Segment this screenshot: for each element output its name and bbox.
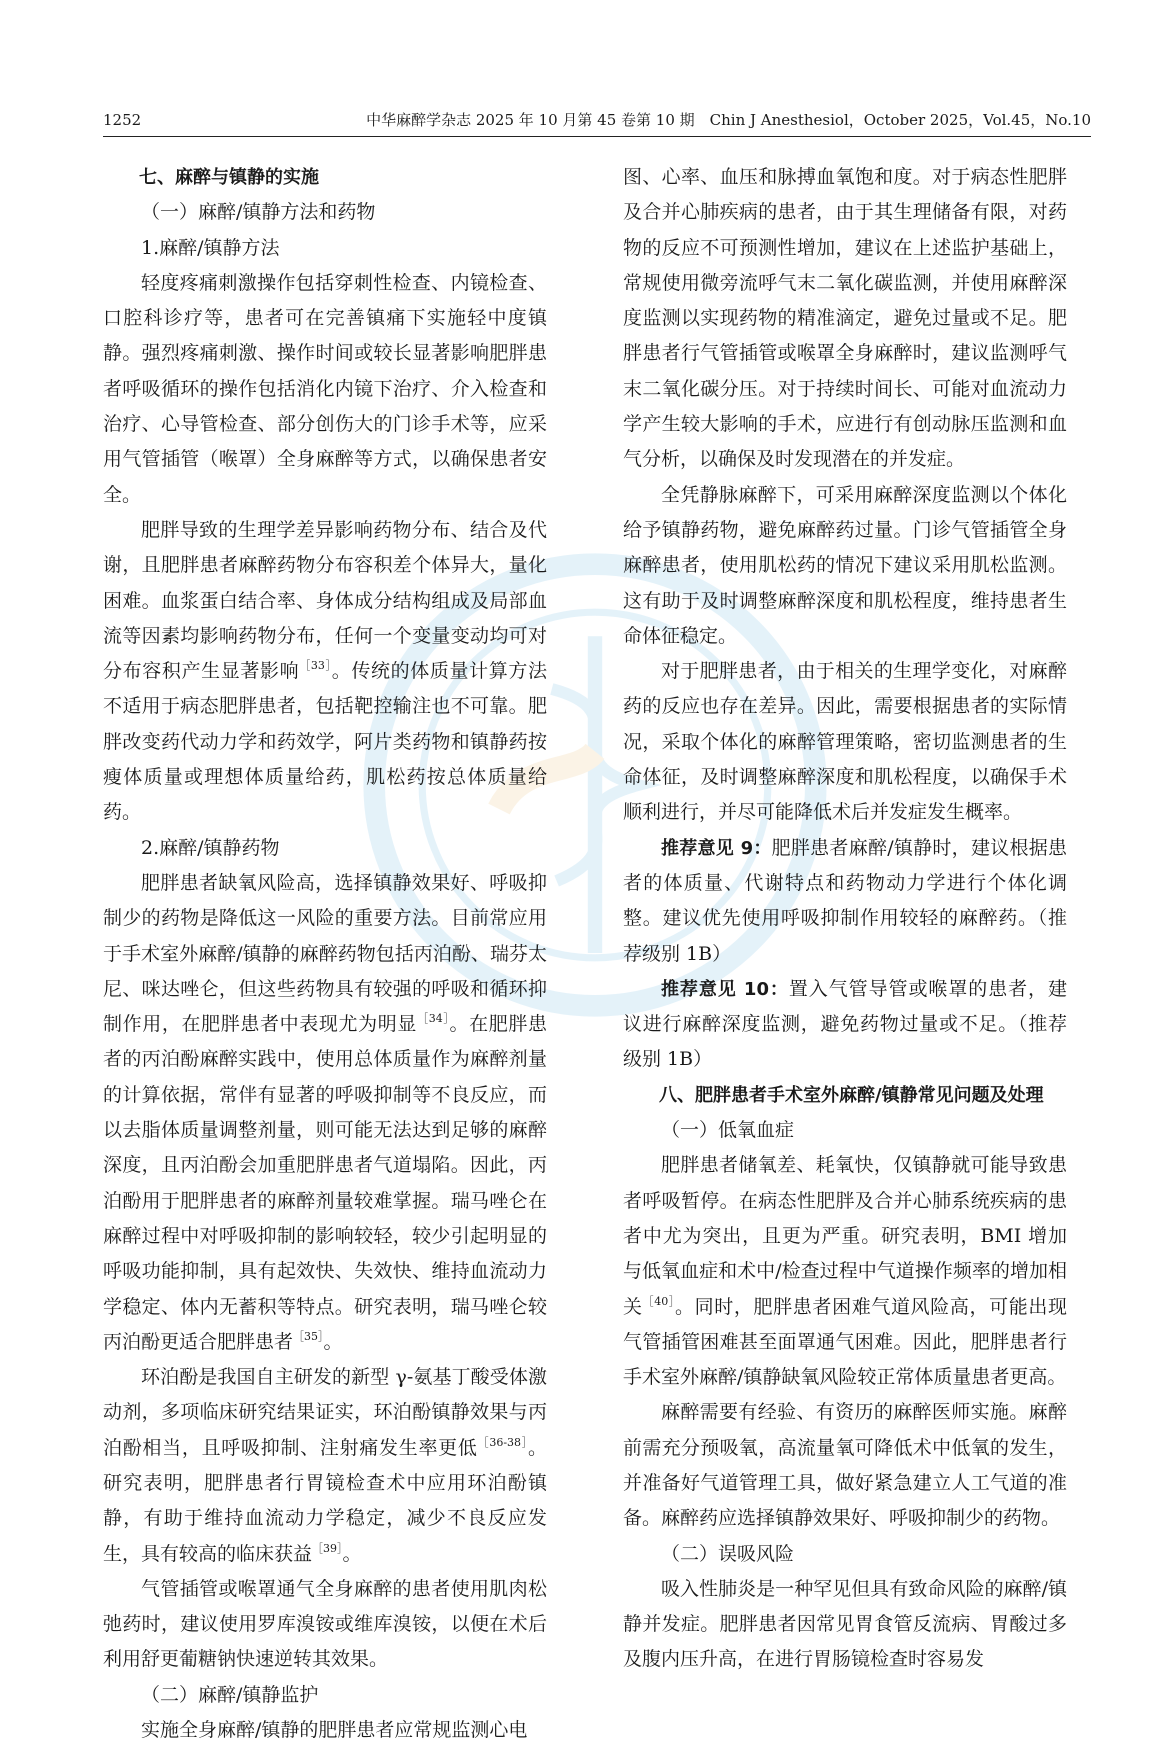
subsection-7-2-title: （二）麻醉/镇静监护 [141,1683,319,1706]
paragraph: 肥胖导致的生理学差异影响药物分布、结合及代谢，且肥胖患者麻醉药物分布容积差个体异大，量化困难。血浆蛋白结合率、身体成分结构组成及局部血流等因素均影响药物分布，任何一个变量变动均可对分布容积产生显著影响$^{[33]}$。传统的体质量计算方法不适用于病态肥胖患者，包括靶控输注也不可靠。肥胖改变药代动力学和药效学，阿片类药物和镇静药按瘦体质量或理想体质量给药，肌松药按总体质量给药。 [103,518,547,824]
recommendation-label: 推荐意见 9： [661,837,772,859]
citation-ref: ［35］ [293,1329,324,1343]
citation-ref: ［36-38］ [477,1435,528,1449]
citation-ref: ［34］ [417,1012,450,1026]
paragraph: 肥胖患者缺氧风险高，选择镇静效果好、呼吸抑制少的药物是降低这一风险的重要方法。目前常应用于手术室外麻醉/镇静的麻醉药物包括丙泊酚、瑞芬太尼、咪达唑仑，但这些药物具有较强的呼吸和循环抑制作用，在肥胖患者中表现尤为明显$^{[34]}$。在肥胖患者的丙泊酚麻醉实践中，使用总体质量作为麻醉剂量的计算依据，常伴有显著的呼吸抑制等不良反应，而以去脂体质量调整剂量，则可能无法达到足够的麻醉深度，且丙泊酚会加重肥胖患者气道塌陷。因此，丙泊酚用于肥胖患者的麻醉剂量较难掌握。瑞马唑仑在麻醉过程中对呼吸抑制的影响较轻，较少引起明显的呼吸功能抑制，具有起效快、失效快、维持血流动力学稳定、体内无蓄积等特点。研究表明，瑞马唑仑较丙泊酚更适合肥胖患者$^{[35]}$。 [103,871,547,1353]
section-7-title: 七、麻醉与镇静的实施 [139,167,319,188]
recommendation-label: 推荐意见 10： [661,978,789,1000]
subsubsection-7-1-2-title: 2.麻醉/镇静药物 [141,836,280,859]
citation-ref: ［40］ [642,1294,676,1308]
left-column [103,160,547,1748]
citation-ref: ［33］ [299,659,332,673]
paragraph-continued: 图、心率、血压和脉搏血氧饱和度。对于病态性肥胖及合并心肺疾病的患者，由于其生理储备有限，对药物的反应不可预测性增加，建议在上述监护基础上，常规使用微旁流呼气末二氧化碳监测，并使用麻醉深度监测以实现药物的精准滴定，避免过量或不足。肥胖患者行气管插管或喉罩全身麻醉时，建议监测呼气末二氧化碳分压。对于持续时间长、可能对血流动力学产生较大影响的手术，应进行有创动脉压监测和血气分析，以确保及时发现潜在的并发症。 [623,166,1067,471]
subsection-7-1-title: （一）麻醉/镇静方法和药物 [141,201,376,224]
paragraph: 吸入性肺炎是一种罕见但具有致命风险的麻醉/镇静并发症。肥胖患者因常见胃食管反流病、胃酸过多及腹内压升高，在进行胃肠镜检查时容易发 [623,1577,1067,1671]
section-8-title: 八、肥胖患者手术室外麻醉/镇静常见问题及处理 [659,1084,1044,1106]
paragraph: 环泊酚是我国自主研发的新型 γ-氨基丁酸受体激动剂，多项临床研究结果证实，环泊酚镇静效果与丙泊酚相当，且呼吸抑制、注射痛发生率更低$^{[36-38]}$。研究表明，肥胖患者行胃镜检查术中应用环泊酚镇静，有助于维持血流动力学稳定，减少不良反应发生，具有较高的临床获益$^{[39]}$。 [103,1366,547,1565]
paragraph: 全凭静脉麻醉下，可采用麻醉深度监测以个体化给予镇静药物，避免麻醉药过量。门诊气管插管全身麻醉患者，使用肌松药的情况下建议采用肌松监测。这有助于及时调整麻醉深度和肌松程度，维持患者生命体征稳定。 [623,483,1067,647]
journal-citation: 中华麻醉学杂志 2025 年 10 月第 45 卷第 10 期 Chin J Anesthesiol，October 2025，Vol.45，No.10 [366,111,1091,129]
recommendation-10: 推荐意见 10：置入气管导管或喉罩的患者，建议进行麻醉深度监测，避免药物过量或不足。（推荐级别 1B） [623,977,1067,1071]
paragraph: 实施全身麻醉/镇静的肥胖患者应常规监测心电 [141,1719,528,1742]
subsection-8-1-title: （一）低氧血症 [661,1119,795,1142]
page-number: 1252 [103,111,142,129]
paragraph: 轻度疼痛刺激操作包括穿刺性检查、内镜检查、口腔科诊疗等，患者可在完善镇痛下实施轻中度镇静。强烈疼痛刺激、操作时间或较长显著影响肥胖患者呼吸循环的操作包括消化内镜下治疗、介入检查和治疗、心导管检查、部分创伤大的门诊手术等，应采用气管插管（喉罩）全身麻醉等方式，以确保患者安全。 [103,271,547,506]
subsubsection-7-1-1-title: 1.麻醉/镇静方法 [141,236,280,259]
running-header [103,110,1091,137]
paragraph: 气管插管或喉罩通气全身麻醉的患者使用肌肉松弛药时，建议使用罗库溴铵或维库溴铵，以便在术后利用舒更葡糖钠快速逆转其效果。 [103,1577,547,1671]
paragraph: 肥胖患者储氧差、耗氧快，仅镇静就可能导致患者呼吸暂停。在病态性肥胖及合并心肺系统疾病的患者中尤为突出，且更为严重。研究表明，BMI 增加与低氧血症和术中/检查过程中气道操作频率的增加相关$^{[40]}$。同时，肥胖患者困难气道风险高，可能出现气管插管困难甚至面罩通气困难。因此，肥胖患者行手术室外麻醉/镇静缺氧风险较正常体质量患者更高。 [623,1154,1067,1389]
citation-ref: ［39］ [312,1541,343,1555]
paragraph: 对于肥胖患者，由于相关的生理学变化，对麻醉药的反应也存在差异。因此，需要根据患者的实际情况，采取个体化的麻醉管理策略，密切监测患者的生命体征，及时调整麻醉深度和肌松程度，以确保手术顺利进行，并尽可能降低术后并发症发生概率。 [623,660,1067,824]
paragraph: 麻醉需要有经验、有资历的麻醉医师实施。麻醉前需充分预吸氧，高流量氧可降低术中低氧的发生，并准备好气道管理工具，做好紧急建立人工气道的准备。麻醉药应选择镇静效果好、呼吸抑制少的药物。 [623,1401,1067,1530]
right-column [623,160,1067,1678]
subsection-8-2-title: （二）误吸风险 [661,1542,795,1565]
recommendation-9: 推荐意见 9：肥胖患者麻醉/镇静时，建议根据患者的体质量、代谢特点和药物动力学进行个体化调整。建议优先使用呼吸抑制作用较轻的麻醉药。（推荐级别 1B） [623,836,1067,965]
